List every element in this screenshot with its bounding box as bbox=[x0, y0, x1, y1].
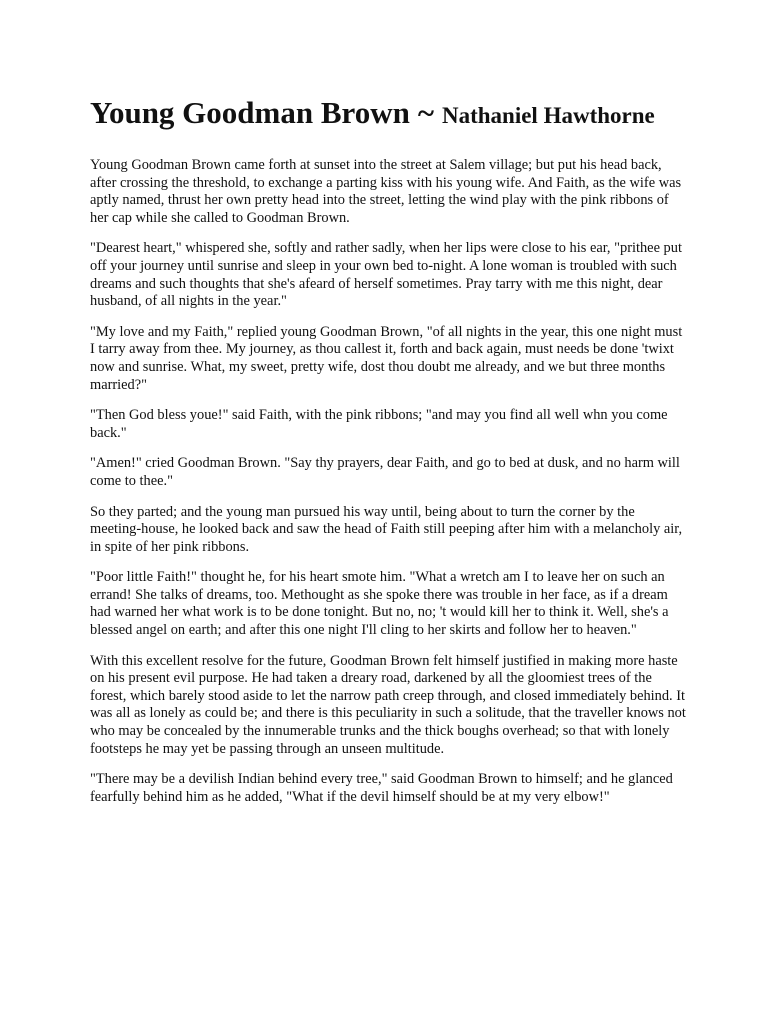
paragraph: "Poor little Faith!" thought he, for his heart smote him. "What a wretch am I to leave her on such an errand! She talks of dreams, too. Methought as she spoke there was trouble in her face, as if a dream had warned her what work is to be done tonight. But no, no; 't would kill her to think it. Well, she's a blessed angel on earth; and after this one night I'll cling to her skirts and follow her to heaven." bbox=[90, 569, 669, 639]
paragraph: So they parted; and the young man pursued his way until, being about to turn the corner by the meeting-house, he looked back and saw the head of Faith still peeping after him with a melancholy air, in spite of her pink ribbons. bbox=[90, 503, 683, 555]
author-name: Nathaniel Hawthorne bbox=[441, 103, 655, 128]
paragraph: Young Goodman Brown came forth at sunset into the street at Salem village; but put his head back, after crossing the threshold, to exchange a parting kiss with his young wife. And Faith, as the wife was aptly named, thrust her own pretty head into the street, letting the wind play with the pink ribbons of her cap while she called to Goodman Brown. bbox=[90, 157, 682, 226]
paragraph: "My love and my Faith," replied young Goodman Brown, "of all nights in the year, this one night must I tarry away from thee. My journey, as thou callest it, forth and back again, must needs be done 'twixt now and sunrise. What, my sweet, pretty wife, dost thou doubt me already, and we but three months married?" bbox=[90, 323, 683, 393]
paragraph: "Then God bless youe!" said Faith, with the pink ribbons; "and may you find all well whn you come back." bbox=[90, 407, 668, 441]
document-page bbox=[90, 92, 688, 819]
paragraph: With this excellent resolve for the future, Goodman Brown felt himself justified in making more haste on his present evil purpose. He had taken a dreary road, darkened by all the gloomiest trees of the forest, which barely stood aside to let the narrow path creep through, and closed immediately behind. It was all as lonely as could be; and there is this peculiarity in such a solitude, that the traveller knows not who may be concealed by the innumerable trunks and the thick boughs overhead; so that with lonely footsteps he may yet be passing through an unseen multitude. bbox=[90, 652, 686, 757]
paragraph: "Amen!" cried Goodman Brown. "Say thy prayers, dear Faith, and go to bed at dusk, and no harm will come to thee." bbox=[90, 455, 680, 489]
document-title bbox=[90, 92, 688, 136]
paragraph: "Dearest heart," whispered she, softly and rather sadly, when her lips were close to his ear, "prithee put off your journey until sunrise and sleep in your own bed to-night. A lone woman is troubled with such dreams and such thoughts that she's afeard of herself sometimes. Pray tarry with me this night, dear husband, of all nights in the year." bbox=[90, 240, 682, 310]
story-title: Young Goodman Brown bbox=[90, 95, 410, 130]
paragraph: "There may be a devilish Indian behind every tree," said Goodman Brown to himself; and he glanced fearfully behind him as he added, "What if the devil himself should be at my very elbow!" bbox=[90, 771, 673, 805]
title-separator: ~ bbox=[417, 95, 434, 130]
